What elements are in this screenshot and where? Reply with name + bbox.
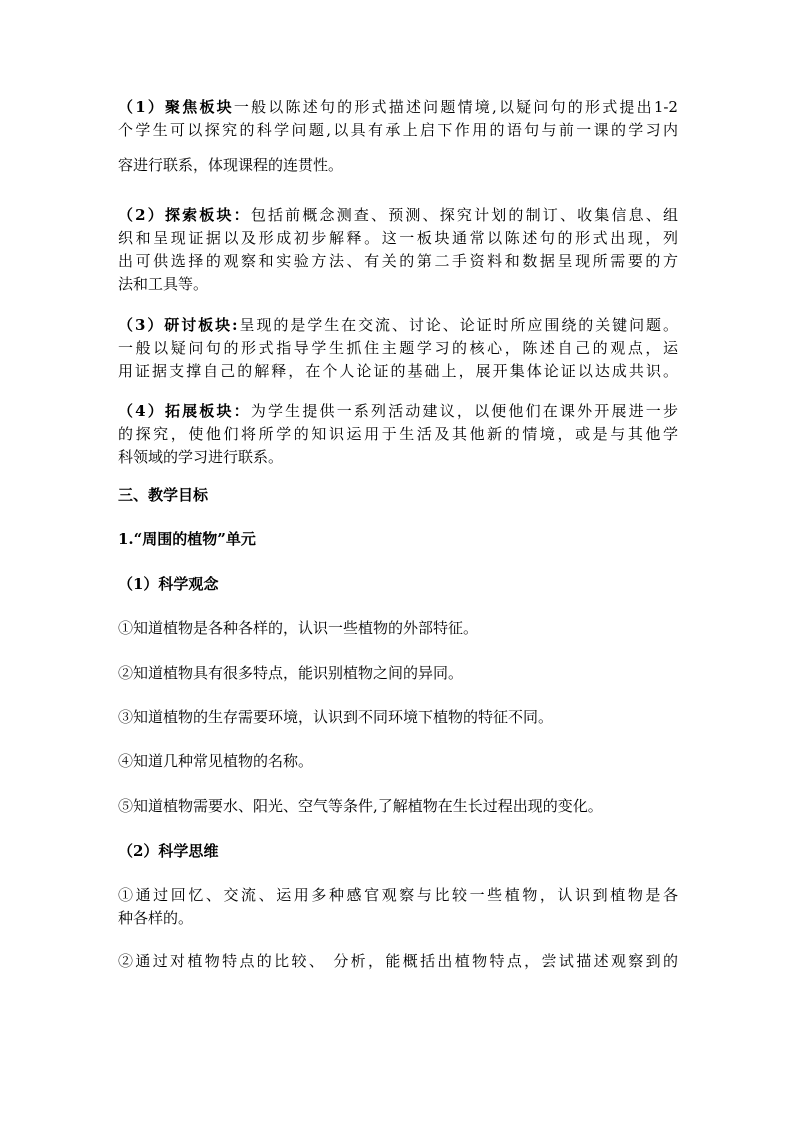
explore-line-1: 包括前概念测查、预测、探究计划的制订、收集信息、组 <box>250 206 678 224</box>
discuss-line-2: 一般以疑问句的形式指导学生抓住主题学习的核心，陈述自己的观点，运 <box>118 339 678 357</box>
focus-line-2: 个学生可以探究的科学问题,以具有承上启下作用的语句与前一课的学习内 <box>118 121 678 139</box>
paragraph-focus-block <box>118 96 678 177</box>
discuss-line-1: 呈现的是学生在交流、讨论、论证时所应围绕的关键问题。 <box>237 316 678 334</box>
explore-line-2: 织和呈现证据以及形成初步解释。这一板块通常以陈述句的形式出现，列 <box>118 229 678 247</box>
explore-line-3: 出可供选择的观察和实验方法、有关的第二手资料和数据呈现所需要的方 <box>118 252 678 270</box>
thinking-item-1-line-1: ①通过回忆、交流、运用多种感官观察与比较一些植物，认识到植物是各 <box>118 886 678 904</box>
extend-line-1: 为学生提供一系列活动建议，以便他们在课外开展进一步 <box>250 402 678 420</box>
paragraph-discuss-block <box>118 314 678 383</box>
thinking-title: （2）科学思维 <box>118 842 219 860</box>
unit-heading <box>118 528 678 551</box>
focus-line-1: 一般以陈述句的形式描述问题情境,以疑问句的形式提出1-2 <box>233 98 678 116</box>
section-heading <box>118 484 678 507</box>
list-item <box>118 750 678 773</box>
extend-line-2: 的探究，使他们将所学的知识运用于生活及其他新的情境，或是与其他学 <box>118 425 678 443</box>
list-item <box>118 706 678 729</box>
list-item <box>118 662 678 685</box>
concept-item-3: ③知道植物的生存需要环境，认识到不同环境下植物的特征不同。 <box>118 708 554 726</box>
list-item <box>118 617 678 640</box>
section-title: 三、教学目标 <box>118 486 209 504</box>
extend-line-3: 科领域的学习进行联系。 <box>118 448 284 466</box>
concept-title: （1）科学观念 <box>118 575 219 593</box>
list-item <box>118 795 678 818</box>
discuss-block-label: （3）研讨板块: <box>118 316 238 334</box>
concept-heading <box>118 573 678 596</box>
concept-item-1: ①知道植物是各种各样的，认识一些植物的外部特征。 <box>118 619 479 637</box>
explore-block-label: （2）探索板块： <box>118 206 251 224</box>
concept-item-5: ⑤知道植物需要水、阳光、空气等条件,了解植物在生长过程出现的变化。 <box>118 797 603 815</box>
explore-line-4: 法和工具等。 <box>118 275 209 293</box>
concept-item-2: ②知道植物具有很多特点，能识别植物之间的异同。 <box>118 664 464 682</box>
concept-item-4: ④知道几种常见植物的名称。 <box>118 752 314 770</box>
unit-title: 1.“周围的植物”单元 <box>118 530 256 548</box>
thinking-item-2-line-1: ②通过对植物特点的比较、 分析，能概括出植物特点，尝试描述观察到的 <box>118 952 678 970</box>
extend-block-label: （4）拓展板块： <box>118 402 251 420</box>
discuss-line-3: 用证据支撑自己的解释，在个人论证的基础上，展开集体论证以达成共识。 <box>118 362 678 380</box>
focus-block-label: （1）聚焦板块 <box>118 98 234 116</box>
thinking-heading <box>118 840 678 863</box>
thinking-item-1-line-2: 种各样的。 <box>118 909 194 927</box>
list-item <box>118 884 678 930</box>
focus-line-3: 容进行联系，体现课程的连贯性。 <box>118 156 344 174</box>
paragraph-explore-block <box>118 204 678 296</box>
list-item <box>118 950 678 973</box>
paragraph-extend-block <box>118 400 678 469</box>
